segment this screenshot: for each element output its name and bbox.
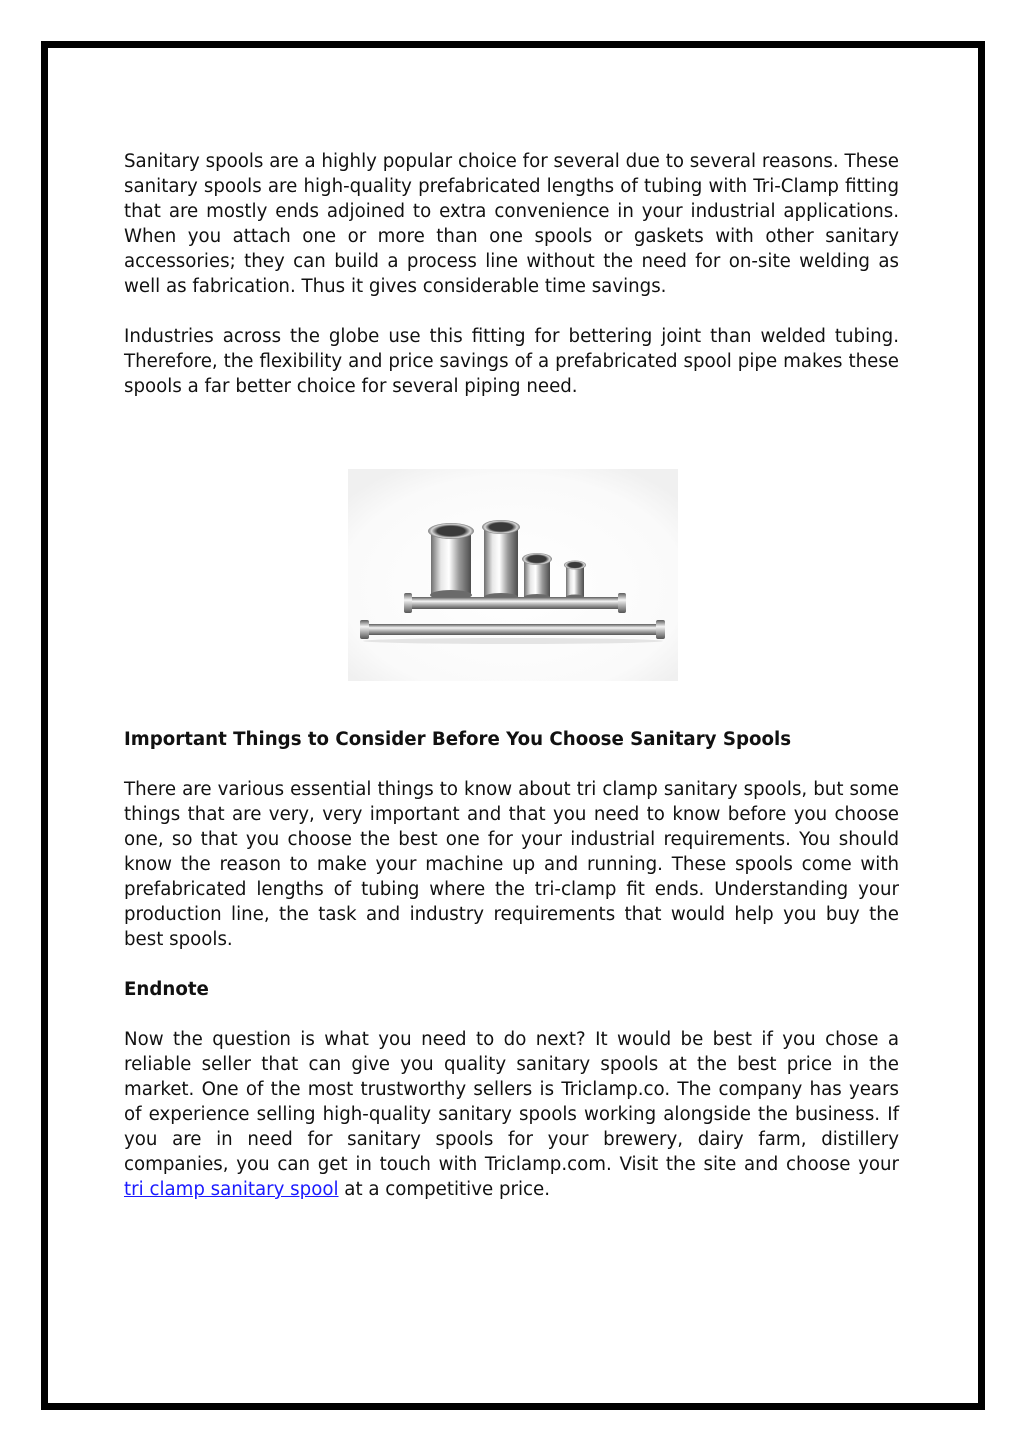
tri-clamp-sanitary-spool-link[interactable]: tri clamp sanitary spool xyxy=(124,1179,339,1200)
intro-paragraph-1: Sanitary spools are a highly popular choice for several due to several reasons. These sanitary spools are high-quality prefabricated lengths of tubing with Tri-Clamp fitting that are mostly ends adjoined to extra convenience in your industrial applications. When you attach one or more than one spools or gaskets with other sanitary accessories; they can build a process line without the need for on-site welding as well as fabrication. Thus it gives considerable time savings. xyxy=(124,151,899,297)
document-body xyxy=(124,149,899,1202)
section-heading-considerations: Important Things to Consider Before You Choose Sanitary Spools xyxy=(124,729,792,750)
sanitary-spools-photo xyxy=(348,469,678,681)
intro-paragraph-2: Industries across the globe use this fitting for bettering joint than welded tubing. Therefore, the flexibility and price savings of a prefabricated spool pipe makes these spools a far better choice for several piping need. xyxy=(124,326,899,397)
endnote-paragraph xyxy=(124,1027,899,1202)
considerations-paragraph: There are various essential things to know about tri clamp sanitary spools, but some things that are very, very important and that you need to know before you choose one, so that you choose the best one for your industrial requirements. You should know the reason to make your machine up and running. These spools come with prefabricated lengths of tubing where the tri-clamp fit ends. Understanding your production line, the task and industry requirements that would help you buy the best spools. xyxy=(124,779,899,950)
endnote-text-before-link: Now the question is what you need to do next? It would be best if you chose a reliable seller that can give you quality sanitary spools at the best price in the market. One of the most trustworthy sellers is Triclamp.co. The company has years of experience selling high-quality sanitary spools working alongside the business. If you are in need for sanitary spools for your brewery, dairy farm, distillery companies, you can get in touch with Triclamp.com. Visit the site and choose your xyxy=(124,1029,899,1175)
endnote-text-after-link: at a competitive price. xyxy=(338,1179,551,1200)
section-heading-endnote: Endnote xyxy=(124,979,209,1000)
